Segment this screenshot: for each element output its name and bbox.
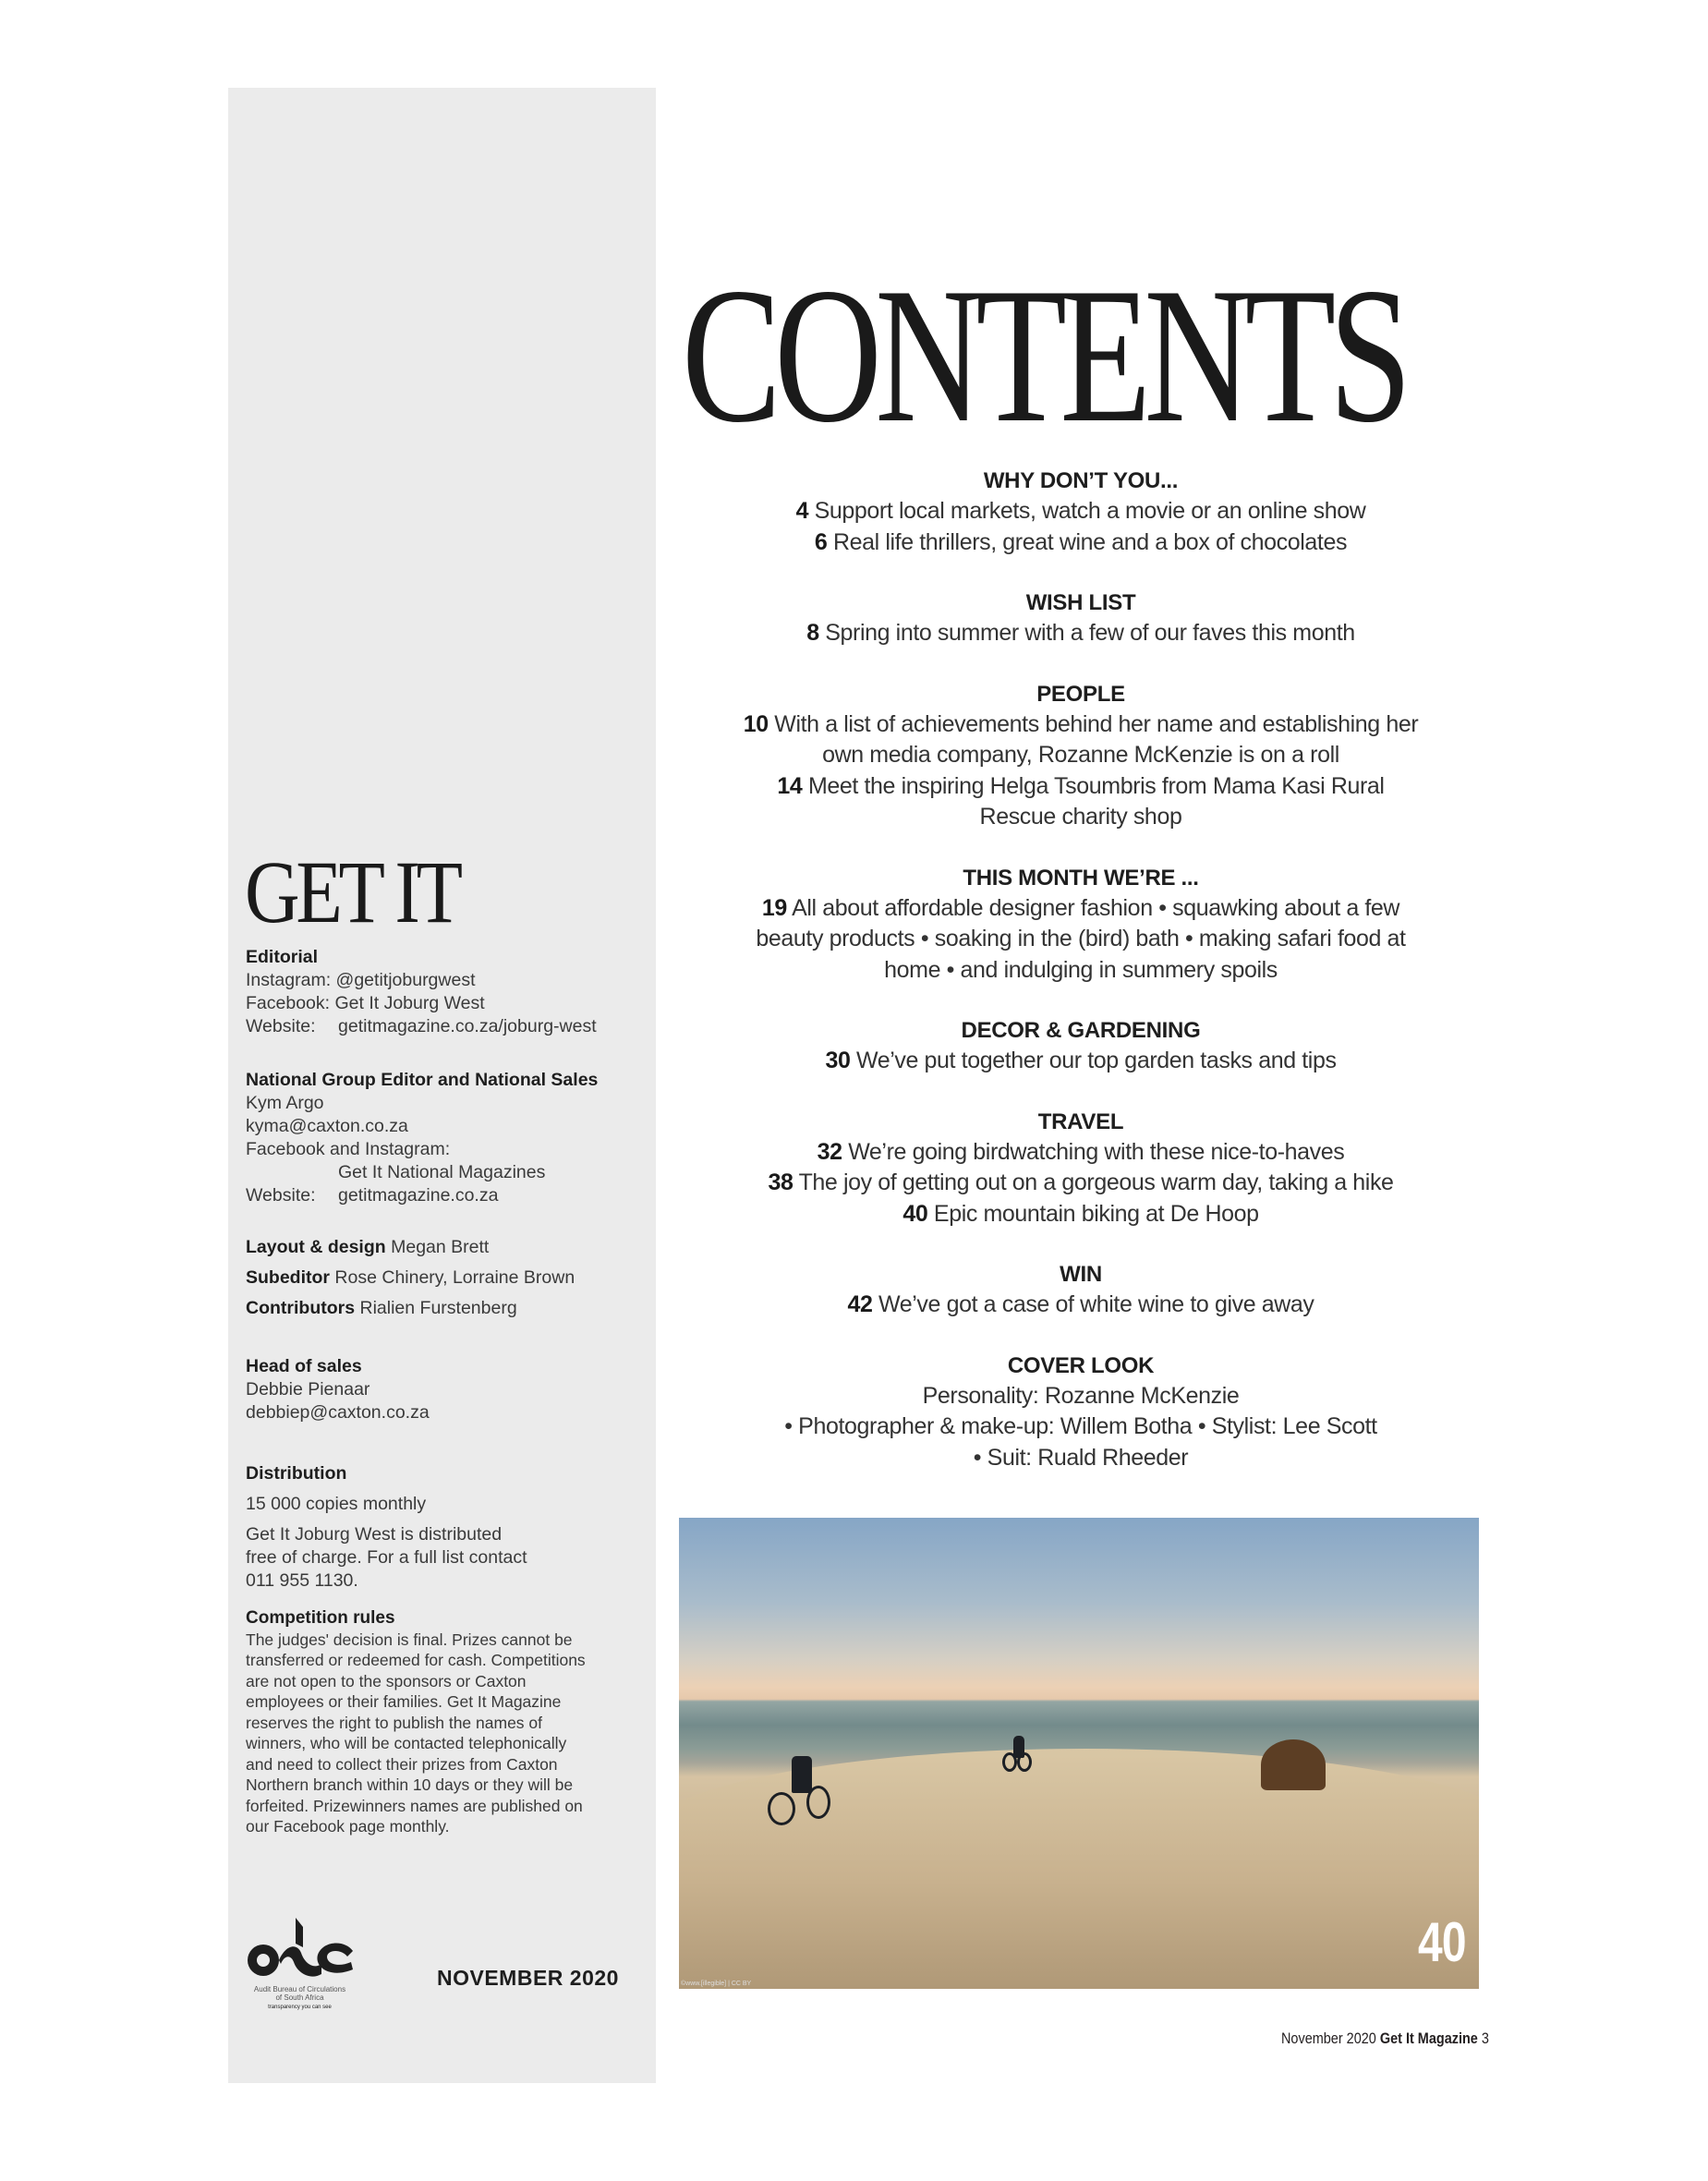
rules-line: Northern branch within 10 days or they will be [246,1775,574,1794]
bike-wheel-icon [768,1792,795,1825]
toc-heading: THIS MONTH WE’RE ... [963,865,1199,891]
editorial-instagram: Instagram: @getitjoburgwest [246,970,476,990]
toc-section-this-month [684,864,1478,987]
rules-line: are not open to the sponsors or Caxton [246,1671,527,1690]
competition-rules-block [246,1608,643,1837]
rules-line: and need to collect their prizes from Caxton [246,1754,558,1774]
toc-item[interactable]: 4 Support local markets, watch a movie or an online show [795,498,1366,524]
page-number: 40 [902,1200,928,1227]
toc-item[interactable]: 40 Epic mountain biking at De Hoop [902,1200,1259,1227]
credit-subeditor: Subeditor Rose Chinery, Lorraine Brown [246,1267,575,1288]
page-title: CONTENTS [682,248,1405,463]
head-of-sales-heading: Head of sales [246,1356,362,1376]
page-number: 42 [847,1291,873,1317]
page-number: 8 [806,620,819,646]
national-website: Website: getitmagazine.co.za [246,1185,499,1206]
page-number: 38 [768,1169,793,1195]
toc-section-why-dont-you [684,466,1478,558]
national-email[interactable]: kyma@caxton.co.za [246,1116,408,1136]
national-block [246,1069,643,1207]
head-of-sales-name: Debbie Pienaar [246,1379,370,1399]
page-number: 6 [814,528,828,555]
page-number-badge: 40 [1418,1911,1466,1973]
masthead-logo: GET IT [245,842,459,941]
toc-item[interactable]: 38 The joy of getting out on a gorgeous warm day, taking a hike [768,1169,1394,1195]
national-website-link[interactable]: getitmagazine.co.za [338,1185,499,1206]
bike-wheel-icon [1002,1752,1017,1772]
cover-credit-line: • Suit: Ruald Rheeder [973,1444,1189,1471]
page-number: 32 [817,1138,842,1165]
editorial-facebook: Facebook: Get It Joburg West [246,993,485,1013]
photo-credit: ©www.[illegible] | CC BY [681,1981,752,1987]
toc-heading: PEOPLE [1036,681,1125,707]
national-social[interactable]: Get It National Magazines [338,1162,546,1182]
rules-line: our Facebook page monthly. [246,1817,450,1836]
distribution-text-1: Get It Joburg West is distributed [246,1524,503,1545]
cover-credit-line: Personality: Rozanne McKenzie [922,1382,1240,1409]
rules-line: transferred or redeemed for cash. Competitions [246,1651,586,1669]
toc-heading: DECOR & GARDENING [961,1018,1201,1043]
toc-item[interactable]: 32 We’re going birdwatching with these nice-to-haves [817,1138,1345,1165]
toc-heading: COVER LOOK [1007,1352,1155,1378]
national-name: Kym Argo [246,1093,324,1113]
page-number: 3 [1481,2030,1489,2047]
rules-line: The judges' decision is final. Prizes cannot be [246,1630,573,1649]
distribution-block [246,1462,643,1593]
toc-item[interactable]: 19 All about affordable designer fashion • squawking about a few beauty products • soaking in the (bird) bath • making safari food at home • and indulging in summery spoils [756,894,1406,983]
facebook-page[interactable]: Get It Joburg West [334,993,485,1013]
toc-item[interactable]: 14 Meet the inspiring Helga Tsoumbris from Mama Kasi Rural Rescue charity shop [777,772,1385,830]
page-number: 14 [777,772,803,799]
instagram-handle[interactable]: @getitjoburgwest [335,970,476,990]
toc-heading: WISH LIST [1025,590,1136,615]
cover-credit-line: • Photographer & make-up: Willem Botha • Stylist: Lee Scott [784,1413,1377,1439]
head-of-sales-block [246,1355,643,1424]
page-number: 19 [761,894,787,921]
distribution-text-2: free of charge. For a full list contact [246,1547,527,1568]
toc-heading: WHY DON’T YOU... [983,468,1179,493]
distribution-copies: 15 000 copies monthly [246,1494,427,1514]
page-folio: November 2020 Get It Magazine 3 [1281,2030,1489,2047]
page-number: 10 [743,710,769,737]
national-social-label: Facebook and Instagram: [246,1139,451,1159]
bike-wheel-icon [806,1786,830,1819]
toc-section-decor-gardening [684,1016,1478,1077]
distribution-heading: Distribution [246,1463,347,1484]
editorial-heading: Editorial [246,947,319,967]
abc-caption: Audit Bureau of Circulations of South Africa transparency you can see [253,1985,346,2010]
website-link[interactable]: getitmagazine.co.za/joburg-west [338,1016,597,1036]
bush-shape [1261,1739,1326,1790]
bike-wheel-icon [1017,1752,1032,1772]
abc-mark-icon [242,1916,357,1981]
rules-line: winners, who will be contacted telephonically [246,1734,567,1752]
competition-rules-heading: Competition rules [246,1608,395,1628]
cyclist-silhouette-icon [792,1756,812,1793]
credit-contributors: Contributors Rialien Furstenberg [246,1298,517,1318]
rules-line: reserves the right to publish the names of [246,1713,543,1732]
toc-section-travel [684,1108,1478,1230]
table-of-contents [684,466,1478,1504]
toc-section-people [684,680,1478,833]
toc-section-win [684,1260,1478,1321]
toc-section-wish-list [684,588,1478,649]
page-number: 4 [795,498,809,524]
national-heading: National Group Editor and National Sales [246,1070,599,1090]
rules-line: employees or their families. Get It Magazine [246,1692,562,1711]
toc-item[interactable]: 42 We’ve got a case of white wine to give away [847,1291,1314,1317]
toc-section-cover-look [684,1351,1478,1474]
toc-item[interactable]: 8 Spring into summer with a few of our faves this month [806,620,1355,646]
distribution-phone: 011 955 1130. [246,1570,358,1591]
editorial-website: Website: getitmagazine.co.za/joburg-west [246,1016,597,1036]
head-of-sales-email[interactable]: debbiep@caxton.co.za [246,1402,430,1423]
issue-date: NOVEMBER 2020 [437,1966,619,1990]
credit-layout: Layout & design Megan Brett [246,1237,490,1257]
toc-heading: WIN [1060,1262,1102,1287]
toc-heading: TRAVEL [1037,1109,1124,1134]
feature-photo-mountain-biking[interactable] [679,1518,1479,1989]
rules-line: forfeited. Prizewinners names are published on [246,1796,583,1815]
credits-block [246,1232,643,1324]
toc-item[interactable]: 6 Real life thrillers, great wine and a box of chocolates [814,528,1348,555]
editorial-block [246,946,643,1038]
page-number: 30 [825,1048,851,1073]
toc-item[interactable]: 30 We’ve put together our top garden tasks and tips [825,1048,1337,1073]
toc-item[interactable]: 10 With a list of achievements behind her name and establishing her own media company, Rozanne McKenzie is on a roll [743,710,1419,768]
abc-logo [242,1916,362,2012]
